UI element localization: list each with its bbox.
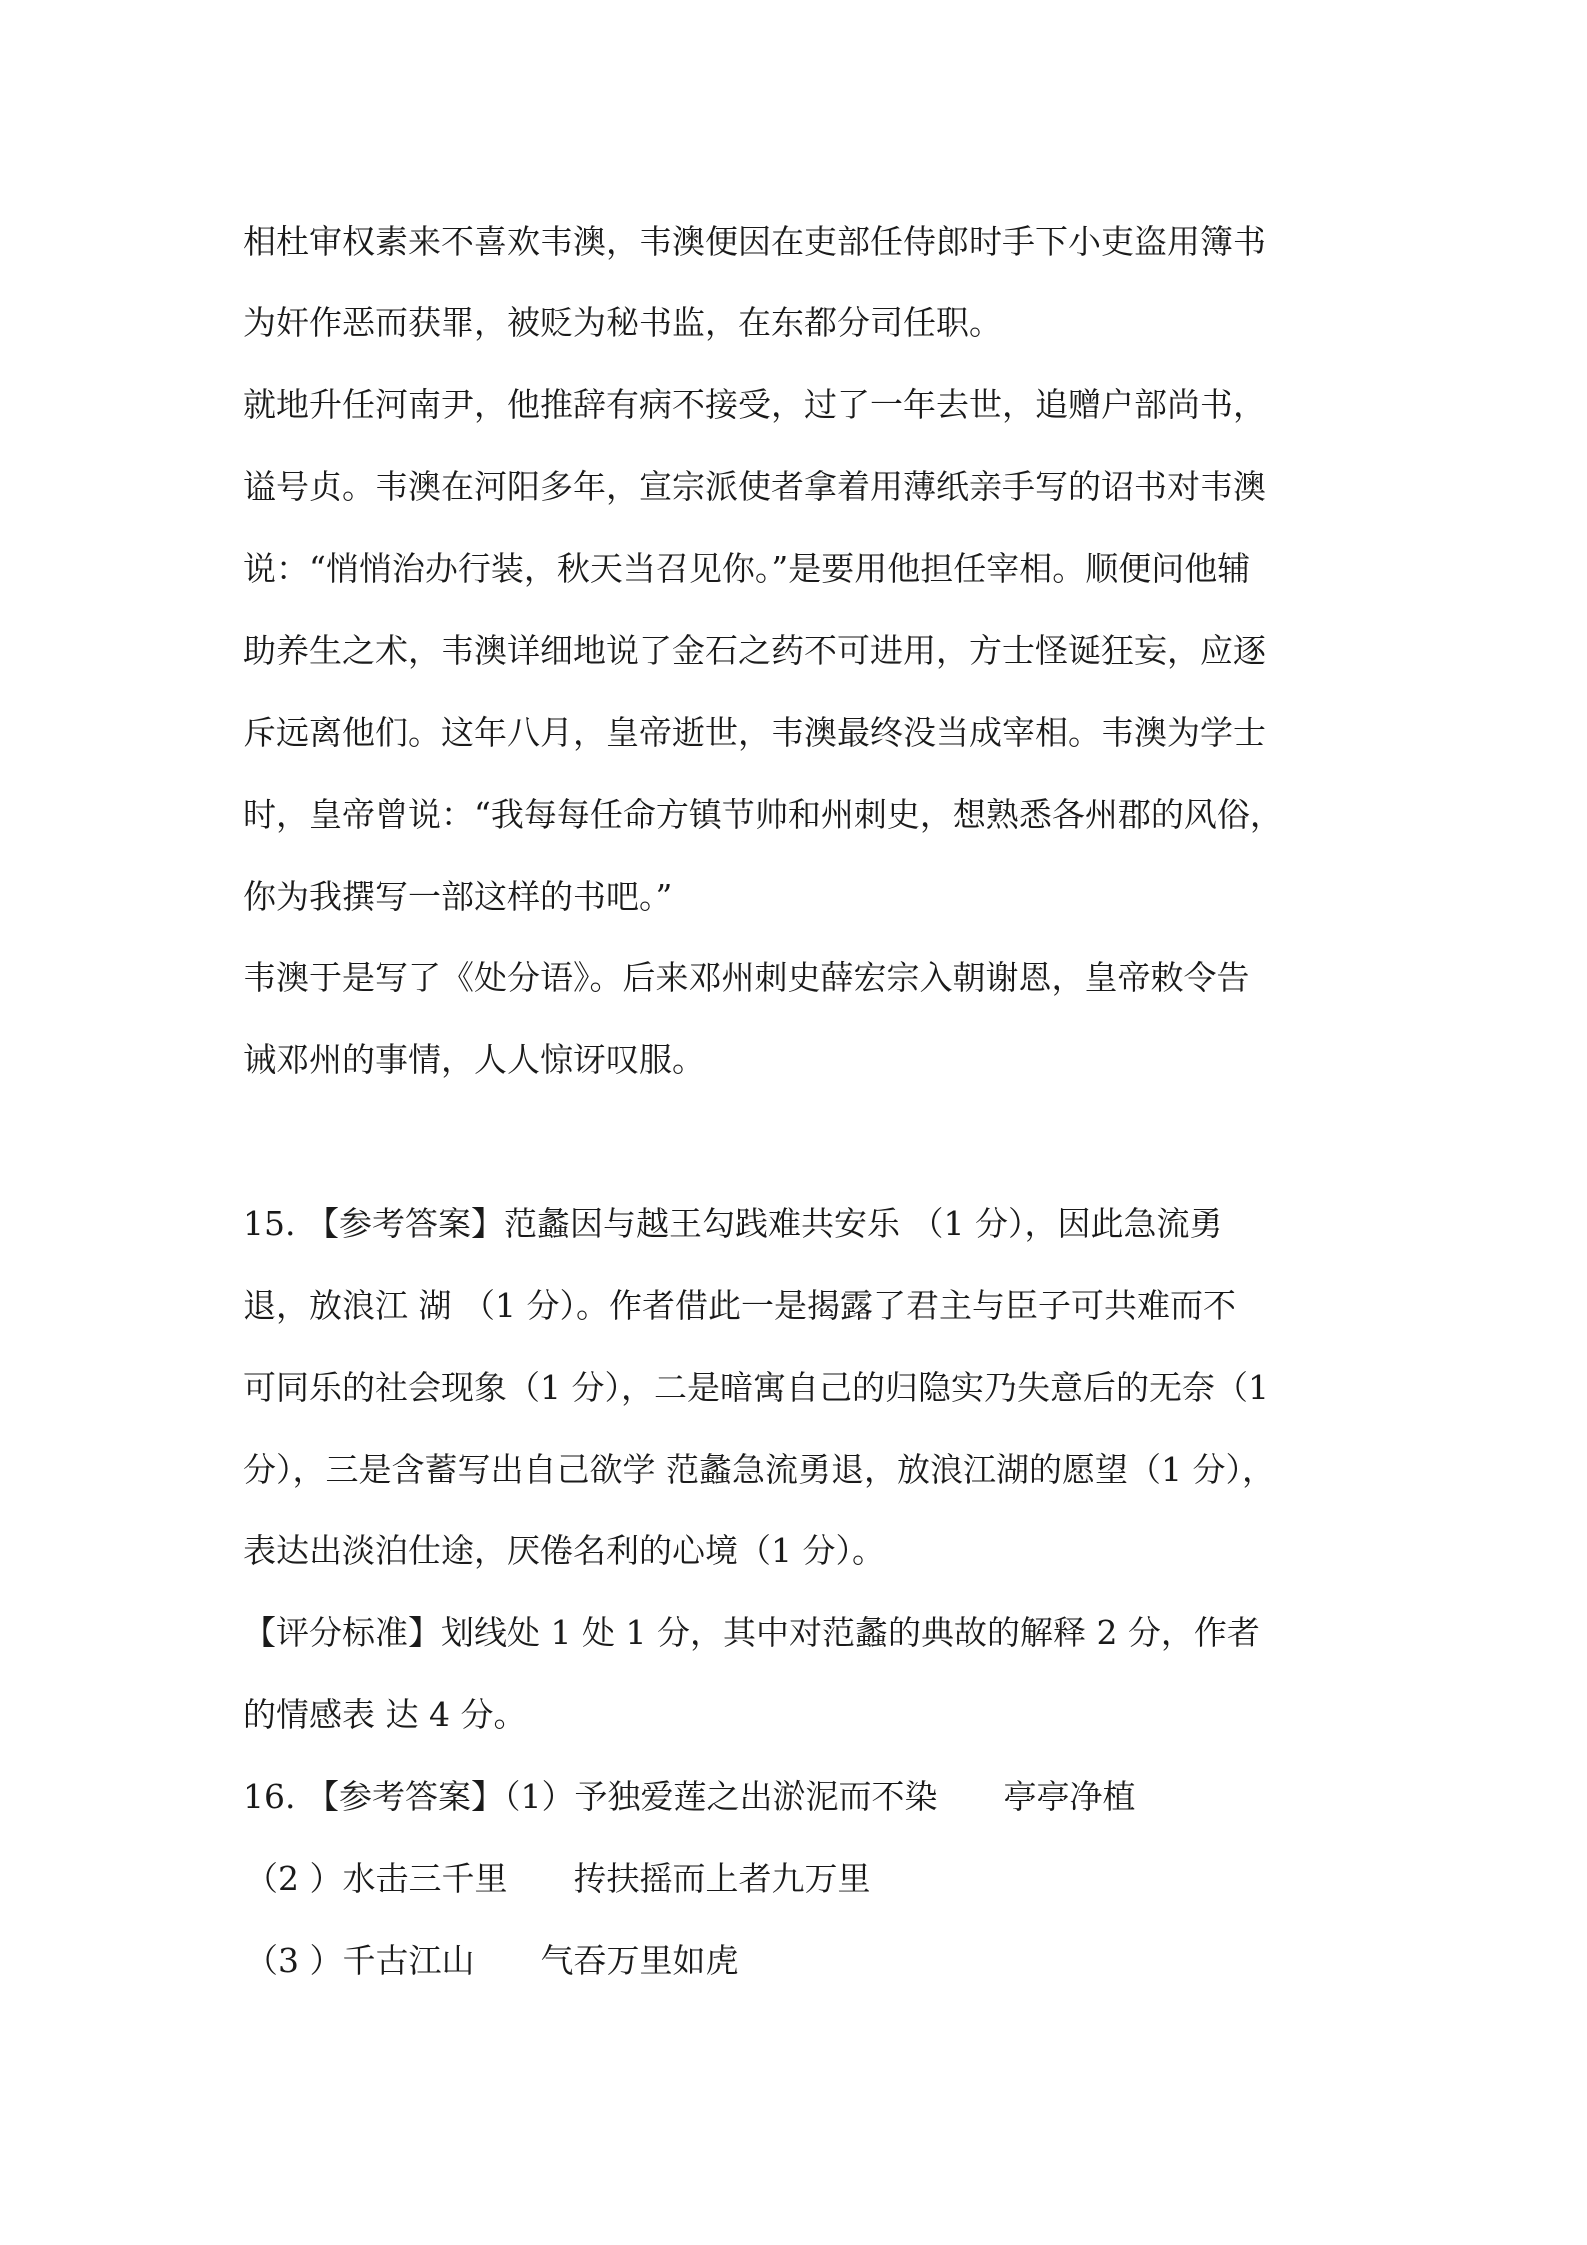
answer-15-line: 15. 【参考答案】范蠡因与越王勾践难共安乐 （1 分），因此急流勇 bbox=[243, 1204, 1223, 1243]
scoring-criteria-line: 【评分标准】划线处 1 处 1 分，其中对范蠡的典故的解释 2 分，作者 bbox=[243, 1613, 1260, 1652]
answer-16-line: 16. 【参考答案】（1）予独爱莲之出淤泥而不染 亭亭净植 bbox=[243, 1777, 1136, 1816]
answer-15-line: 退，放浪江 湖 （1 分）。作者借此一是揭露了君主与臣子可共难而不 bbox=[243, 1286, 1236, 1325]
text-line: 时，皇帝曾说：“我每每任命方镇节帅和州刺史，想熟悉各州郡的风俗， bbox=[243, 795, 1283, 834]
scoring-criteria-line: 的情感表 达 4 分。 bbox=[243, 1695, 527, 1734]
text-line: 谥号贞。韦澳在河阳多年，宣宗派使者拿着用薄纸亲手写的诏书对韦澳 bbox=[243, 467, 1266, 506]
text-line: 相杜审权素来不喜欢韦澳，韦澳便因在吏部任侍郎时手下小吏盗用簿书 bbox=[243, 222, 1266, 261]
text-line: 就地升任河南尹，他推辞有病不接受，过了一年去世，追赠户部尚书， bbox=[243, 385, 1266, 424]
text-line: 韦澳于是写了《处分语》。后来邓州刺史薛宏宗入朝谢恩，皇帝敕令告 bbox=[243, 958, 1250, 997]
answer-16-item: （2 ）水击三千里 抟扶摇而上者九万里 bbox=[245, 1859, 871, 1898]
text-line: 助养生之术，韦澳详细地说了金石之药不可进用，方士怪诞狂妄，应逐 bbox=[243, 631, 1266, 670]
answer-15-line: 分），三是含蓄写出自己欲学 范蠡急流勇退，放浪江湖的愿望（1 分）， bbox=[243, 1450, 1275, 1489]
text-line: 为奸作恶而获罪，被贬为秘书监，在东都分司任职。 bbox=[243, 303, 1002, 342]
text-line: 说：“悄悄治办行装，秋天当召见你。”是要用他担任宰相。顺便问他辅 bbox=[243, 549, 1251, 588]
answer-15-line: 表达出淡泊仕途，厌倦名利的心境（1 分）。 bbox=[243, 1531, 885, 1570]
answer-15-line: 可同乐的社会现象（1 分），二是暗寓自己的归隐实乃失意后的无奈（1 bbox=[243, 1368, 1269, 1407]
text-line: 你为我撰写一部这样的书吧。” bbox=[243, 877, 673, 916]
text-line: 诫邓州的事情，人人惊讶叹服。 bbox=[243, 1040, 705, 1079]
answer-16-item: （3 ）千古江山 气吞万里如虎 bbox=[245, 1941, 739, 1980]
text-line: 斥远离他们。这年八月，皇帝逝世，韦澳最终没当成宰相。韦澳为学士 bbox=[243, 713, 1266, 752]
